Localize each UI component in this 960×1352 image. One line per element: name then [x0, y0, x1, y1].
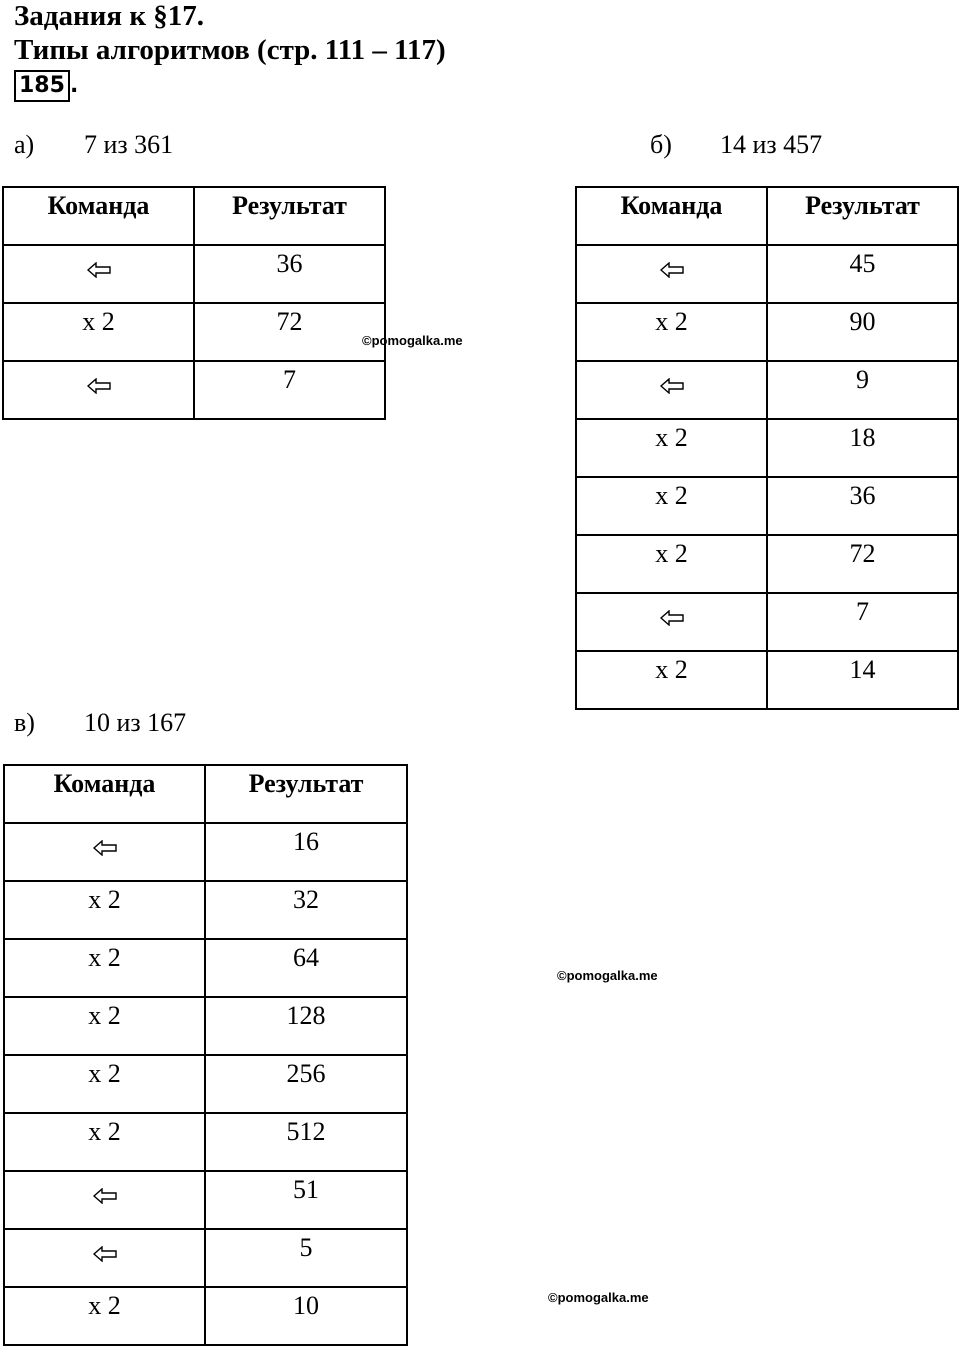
table-row [4, 1171, 407, 1229]
result-header: Результат [205, 765, 407, 823]
command-header: Команда [576, 187, 767, 245]
command-cell: x 2 [576, 419, 767, 477]
table-row [576, 245, 958, 303]
command-cell [4, 823, 205, 881]
result-cell: 10 [205, 1287, 407, 1345]
task-a-text: 7 из 361 [84, 130, 174, 159]
task-b-text: 14 из 457 [720, 130, 823, 159]
arrow-left-icon [87, 255, 111, 285]
exercise-number [14, 70, 78, 100]
table-row [576, 419, 958, 477]
table-row [3, 303, 385, 361]
result-cell: 72 [194, 303, 385, 361]
command-cell: x 2 [4, 1287, 205, 1345]
command-cell [4, 1171, 205, 1229]
task-v-label [14, 708, 186, 738]
table-row [3, 361, 385, 419]
command-cell [576, 361, 767, 419]
table-row [4, 939, 407, 997]
result-header: Результат [767, 187, 958, 245]
command-cell: x 2 [4, 1113, 205, 1171]
result-cell: 7 [767, 593, 958, 651]
command-cell [3, 245, 194, 303]
exercise-number-dot: . [69, 73, 79, 98]
result-header: Результат [194, 187, 385, 245]
result-cell: 72 [767, 535, 958, 593]
table-row [3, 245, 385, 303]
result-cell: 36 [194, 245, 385, 303]
command-cell [3, 361, 194, 419]
table-header-row [3, 187, 385, 245]
task-b-label [650, 130, 822, 160]
table-header-row [576, 187, 958, 245]
watermark: ©pomogalka.me [362, 333, 463, 348]
table-row [4, 823, 407, 881]
result-cell: 9 [767, 361, 958, 419]
arrow-left-icon [93, 833, 117, 863]
result-cell: 32 [205, 881, 407, 939]
table-row [576, 477, 958, 535]
task-b-letter: б) [650, 130, 672, 159]
task-a-label [14, 130, 173, 160]
command-cell [576, 593, 767, 651]
task-a-letter: а) [14, 130, 35, 159]
command-cell: x 2 [4, 1055, 205, 1113]
arrow-left-icon [660, 371, 684, 401]
command-cell: x 2 [576, 477, 767, 535]
result-cell: 7 [194, 361, 385, 419]
table-row [576, 535, 958, 593]
result-cell: 18 [767, 419, 958, 477]
command-cell: x 2 [3, 303, 194, 361]
section-title: Задания к §17. [14, 0, 205, 32]
table-row [576, 361, 958, 419]
result-cell: 14 [767, 651, 958, 709]
table-row [576, 303, 958, 361]
result-cell: 90 [767, 303, 958, 361]
result-cell: 512 [205, 1113, 407, 1171]
command-cell [576, 245, 767, 303]
table-row [4, 881, 407, 939]
watermark: ©pomogalka.me [548, 1290, 649, 1305]
result-cell: 51 [205, 1171, 407, 1229]
task-a-table [2, 186, 386, 420]
result-cell: 5 [205, 1229, 407, 1287]
arrow-left-icon [87, 371, 111, 401]
exercise-number-box: 185 [14, 70, 70, 102]
arrow-left-icon [93, 1239, 117, 1269]
command-cell: x 2 [576, 651, 767, 709]
result-cell: 45 [767, 245, 958, 303]
result-cell: 128 [205, 997, 407, 1055]
watermark: ©pomogalka.me [557, 968, 658, 983]
result-cell: 256 [205, 1055, 407, 1113]
command-header: Команда [3, 187, 194, 245]
result-cell: 64 [205, 939, 407, 997]
command-cell: x 2 [4, 997, 205, 1055]
task-b-table [575, 186, 959, 710]
task-v-letter: в) [14, 708, 35, 737]
command-cell: x 2 [576, 303, 767, 361]
command-cell: x 2 [576, 535, 767, 593]
table-row [576, 593, 958, 651]
table-row [4, 1287, 407, 1345]
table-row [4, 1055, 407, 1113]
arrow-left-icon [660, 603, 684, 633]
arrow-left-icon [660, 255, 684, 285]
table-row [4, 1229, 407, 1287]
command-cell: x 2 [4, 881, 205, 939]
table-row [576, 651, 958, 709]
command-cell: x 2 [4, 939, 205, 997]
task-v-table [3, 764, 408, 1346]
result-cell: 36 [767, 477, 958, 535]
command-header: Команда [4, 765, 205, 823]
command-cell [4, 1229, 205, 1287]
task-v-text: 10 из 167 [84, 708, 187, 737]
result-cell: 16 [205, 823, 407, 881]
table-header-row [4, 765, 407, 823]
table-row [4, 997, 407, 1055]
section-subtitle: Типы алгоритмов (стр. 111 – 117) [14, 34, 446, 66]
arrow-left-icon [93, 1181, 117, 1211]
table-row [4, 1113, 407, 1171]
